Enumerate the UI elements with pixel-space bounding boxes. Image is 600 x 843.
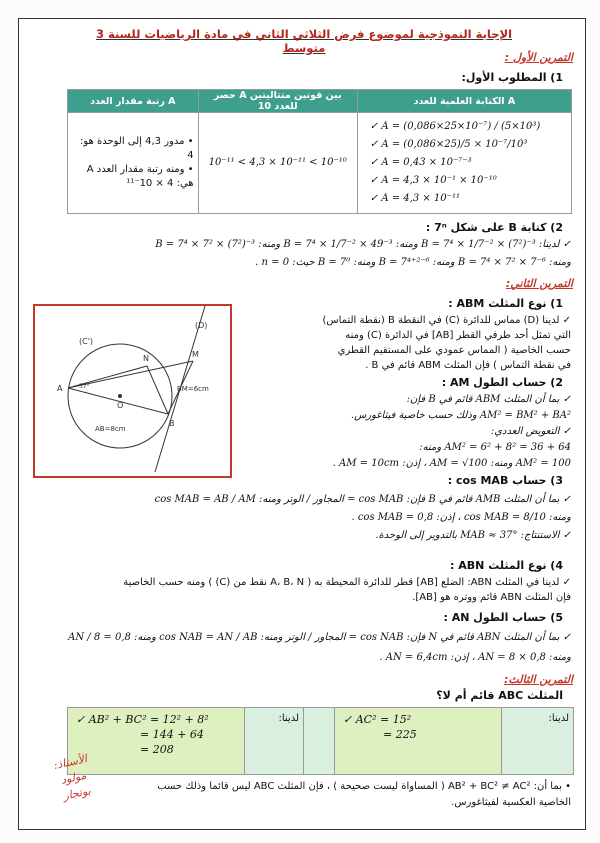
scientific-cell xyxy=(357,113,571,214)
ex3-right-calc xyxy=(334,708,501,774)
ex2-q4-label: 4) نوع المثلث ABN : xyxy=(450,559,563,572)
geometry-figure xyxy=(33,304,232,478)
step-line: ✓ A = (0,086×25)/5 × 10⁻⁷/10³ xyxy=(369,139,528,150)
signature-line: بوتجار xyxy=(62,784,92,803)
q2-line: AM² = BM² + BA² وذلك حسب خاصية فيثاغورس. xyxy=(350,410,571,421)
label-M: M xyxy=(192,350,199,359)
ex3-question: المثلث ABC قائم أم لا؟ xyxy=(436,689,563,702)
exercise-3-heading: التمرين الثالث: xyxy=(503,673,573,686)
step-line: ✓ A = 4,3 × 10⁻¹¹ xyxy=(369,193,460,204)
ex3-left-tag: لدينا: xyxy=(244,708,303,774)
answer-sheet xyxy=(18,18,586,830)
ex2-q3-label: 3) حساب cos MAB : xyxy=(447,474,563,487)
col-header-scientific: الكتابة العلمية للعدد A xyxy=(357,90,571,113)
q4-line: ✓ لدينا في المثلث ABN: الضلع [AB] قطر للدائرة المحيطة به ( A، B، N نقط من (C) ) ومنه حسب الخاصية xyxy=(123,577,571,588)
ex1-part2-line2: ومنه: B = 7⁴ × 7² × 7⁻⁶ ومنه: B = 7⁴⁺²⁻⁶ ومنه: B = 7⁰ حيث: n = 0 . xyxy=(255,257,571,268)
bm-label: BM=6cm xyxy=(177,385,209,393)
q1-line: التي تمثل أحد طرفي القطر [AB] في الدائرة (C) ومنه xyxy=(345,330,571,341)
ex3-right-tag: لدينا: xyxy=(501,708,573,774)
q2-line: AM² = 100 ومنه: AM = √100 ، إذن: AM = 10cm . xyxy=(332,458,571,469)
label-A: A xyxy=(57,384,63,393)
exercise-2-heading: التمرين الثاني: xyxy=(505,277,573,290)
ex2-q1-label: 1) نوع المثلث ABM : xyxy=(448,297,563,310)
step-line: ✓ A = 4,3 × 10⁻¹ × 10⁻¹⁰ xyxy=(369,175,497,186)
label-N: N xyxy=(143,354,149,363)
step-line: ✓ A = (0,086×25×10⁻⁷) / (5×10³) xyxy=(369,121,541,132)
q5-line: ومنه: AN = 8 × 0,8 ، إذن: AN = 6,4cm . xyxy=(379,652,571,663)
q4-line: فإن المثلث ABN قائم ووتره هو [AB]. xyxy=(412,592,571,603)
q3-line: ✓ بما أن المثلث AMB قائم في B فإن: cos MAB = المجاور / الوتر ومنه: cos MAB = AB / AM xyxy=(154,494,571,505)
order-line: • مدور 4,3 إلى الوحدة هو: 4 xyxy=(79,136,194,161)
label-D: (D) xyxy=(195,321,208,330)
conclusion-line: • بما أن: AB² + BC² ≠ AC² ( المساواة ليست صحيحة ) ، فإن المثلث ABC ليس قائما وذلك حسب xyxy=(157,781,571,792)
ex1-table xyxy=(67,89,572,214)
col-header-bounds: حصر A بين قوتين متتاليتين للعدد 10 xyxy=(198,90,357,113)
order-cell xyxy=(68,113,199,214)
q2-line: AM² = 6² + 8² = 36 + 64 ومنه: xyxy=(419,442,571,453)
ex1-part2-label: 2) كتابة B على شكل 7ⁿ : xyxy=(425,221,563,234)
calc-line: ✓ AB² + BC² = 12² + 8² xyxy=(76,713,209,726)
ex1-part1-label: 1) المطلوب الأول: xyxy=(461,71,563,84)
order-line: • ومنه رتبة مقدار العدد A xyxy=(86,164,194,175)
step-line: ✓ A = 0,43 × 10⁻⁷⁻³ xyxy=(369,157,472,168)
calc-line: ✓ AC² = 15² xyxy=(343,713,412,726)
col-header-order: رتبة مقدار العدد A xyxy=(68,90,199,113)
circle-diagram xyxy=(35,306,226,472)
label-O: O xyxy=(117,401,124,410)
q2-line: ✓ التعويض العددي: xyxy=(490,426,571,437)
ab-label: AB=8cm xyxy=(95,425,126,433)
ex2-q1-text xyxy=(241,313,571,373)
calc-line: = 144 + 64 xyxy=(140,728,204,741)
ex3-conclusion xyxy=(141,779,571,811)
q2-line: ✓ بما أن المثلث ABM قائم في B فإن: xyxy=(406,394,571,405)
ex2-q5-text xyxy=(31,628,571,668)
conclusion-line: الخاصية العكسية لفيثاغورس. xyxy=(451,797,571,808)
q1-line: حسب الخاصية ( المماس عمودي على المستقيم القطري xyxy=(337,345,571,356)
signature-line: الأستاذ: مولود xyxy=(52,752,89,787)
calc-line: = 208 xyxy=(140,743,174,756)
ex1-part2-line1: ✓ لدينا: B = 7⁴ × 1/7⁻² × (7²)⁻³ ومنه: B = 7⁴ × 1/7⁻² × 49⁻³ ومنه: B = 7⁴ × 7² × (7²)⁻³ xyxy=(155,239,571,250)
calc-line: = 225 xyxy=(383,728,417,741)
label-B: B xyxy=(169,419,175,428)
bounds-cell: 10⁻¹¹ < 4,3 × 10⁻¹¹ < 10⁻¹⁰ xyxy=(198,113,357,214)
q3-line: ومنه: cos MAB = 8/10 ، إذن: cos MAB = 0,8 . xyxy=(351,512,571,523)
angle-label: 37° xyxy=(79,383,90,390)
q5-line: ✓ بما أن المثلث ABN قائم في N فإن: cos NAB = المجاور / الوتر ومنه: cos NAB = AN / AB ومنه: 0,8 = AN / 8 xyxy=(68,632,571,643)
exercise-1-heading: التمرين الأول : xyxy=(504,51,573,64)
label-C: (C') xyxy=(79,337,94,346)
ex3-spacer xyxy=(303,708,334,774)
q1-line: ✓ لدينا (D) مماس للدائرة (C) في النقطة B (نقطة التماس) xyxy=(322,315,571,326)
order-line: هي: 4 × 10⁻¹¹ xyxy=(126,178,194,189)
q1-line: في نقطة التماس ) فإن المثلث ABM قائم في B . xyxy=(365,360,571,371)
ex2-q2-text xyxy=(241,392,571,472)
ex2-q3-text xyxy=(31,491,571,545)
ex2-q2-label: 2) حساب الطول AM : xyxy=(441,376,563,389)
page-title: الإجابة النموذجية لموضوع فرض الثلاثي الثاني في مادة الرياضيات للسنة 3 متوسط xyxy=(95,27,513,55)
ex2-q5-label: 5) حساب الطول AN : xyxy=(443,611,563,624)
ex2-q4-text xyxy=(31,575,571,605)
ex3-table xyxy=(67,707,574,775)
q3-line: ✓ الاستنتاج: MAB ≈ 37° بالتدوير إلى الوحدة. xyxy=(375,530,571,541)
